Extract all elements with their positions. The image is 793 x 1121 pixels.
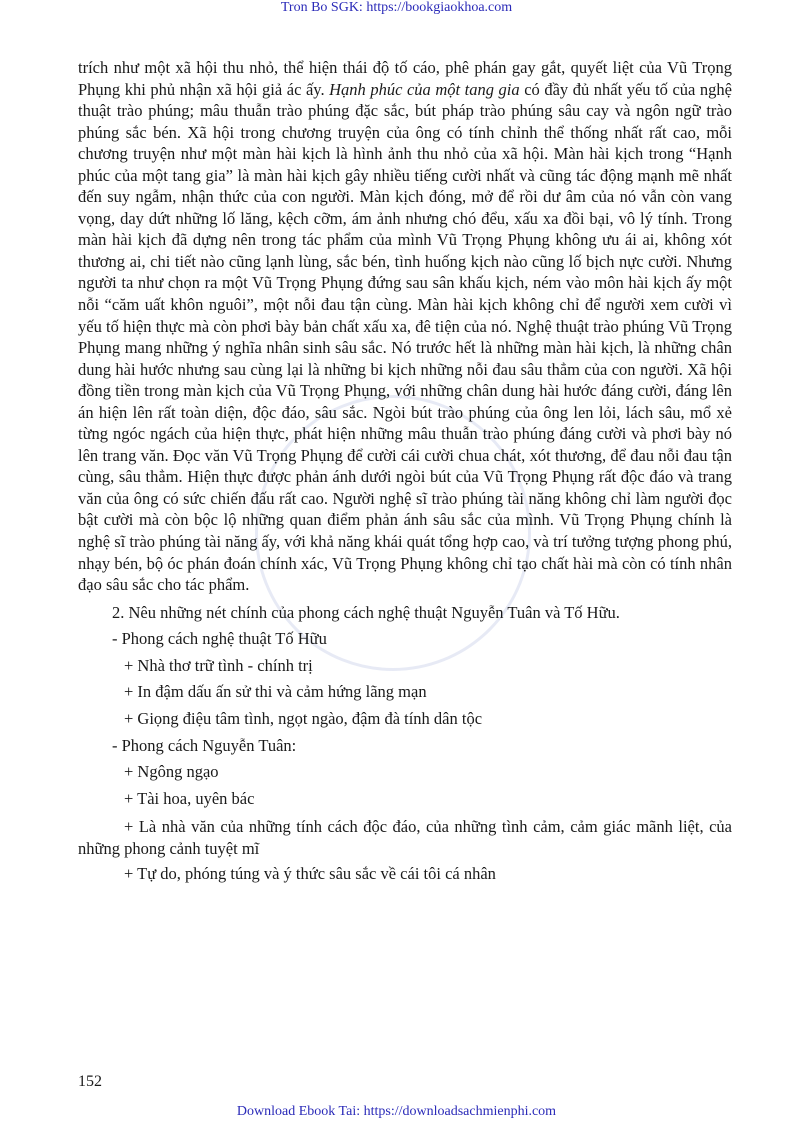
list-item: + Tự do, phóng túng và ý thức sâu sắc về cái tôi cá nhân (124, 864, 496, 884)
list-item-long: + Là nhà văn của những tính cách độc đáo, của những tình cảm, cảm giác mãnh liệt, của những phong cảnh tuyệt mĩ (78, 817, 732, 858)
page-number: 152 (78, 1073, 102, 1090)
list-item: + Giọng điệu tâm tình, ngọt ngào, đậm đà tính dân tộc (124, 709, 483, 729)
to-huu-heading: - Phong cách nghệ thuật Tố Hữu (112, 629, 327, 649)
list-item: + In đậm dấu ấn sử thi và cảm hứng lãng mạn (124, 682, 427, 702)
footer-download-link[interactable]: Download Ebook Tai: https://downloadsachmienphi.com (236, 1104, 557, 1119)
header-source-link[interactable]: Tron Bo SGK: https://bookgiaokhoa.com (280, 0, 513, 15)
nguyen-tuan-heading: - Phong cách Nguyễn Tuân: (112, 735, 297, 755)
list-item: + Tài hoa, uyên bác (124, 788, 255, 808)
work-title-italic: Hạnh phúc của một tang gia (329, 79, 520, 99)
list-item: + Nhà thơ trữ tình - chính trị (124, 655, 313, 675)
question-2: 2. Nêu những nét chính của phong cách nghệ thuật Nguyễn Tuân và Tố Hữu. (112, 602, 620, 622)
list-item: + Ngông ngạo (124, 762, 219, 782)
document-page (78, 57, 732, 888)
body-paragraph-1 (78, 57, 732, 596)
paragraph-text-a: trích như một xã hội thu nhỏ, thể hiện thái độ tố cáo, phê phán gay gắt, quyết liệt của Vũ Trọng Phụng khi phủ nhận xã hội giả ác ấy. (78, 58, 732, 99)
paragraph-text-b: có đầy đủ nhất yếu tố của nghệ thuật trào phúng; mâu thuẫn trào phúng đặc sắc, bút pháp trào phúng sâu cay và ngôn ngữ trào phúng sắc bén. Xã hội trong chương truyện của ông có tính chỉnh thể thống nhất rất cao, mỗi chương truyện như một màn hài kịch là hình ảnh thu nhỏ của xã hội. Màn hài kịch trong “Hạnh phúc của một tang gia” là màn hài kịch gây nhiều tiếng cười nhất và cũng tác động mạnh mẽ nhất đến suy ngẫm, nhận thức của con người. Màn kịch đóng, mở để rồi dư âm của nó vẫn còn vang vọng, day dứt những lố lăng, kệch cỡm, ám ảnh nhưng chó đểu, xấu xa đồi bại, vô lý tính. Trong màn hài kịch đã dựng nên trong tác phẩm của mình Vũ Trọng Phụng không ưu ái ai, không xót thương ai, chi tiết nào cũng lạnh lùng, sắc bén, tình huống kịch nào cũng lố bịch nực cười. Nhưng người ta như chọn ra một Vũ Trọng Phụng đứng sau sân khấu kịch, ném vào môn hài kịch ấy một nỗi “căm uất khôn nguôi”, một nỗi đau tận cùng. Màn hài kịch không chỉ để người xem cười vì yếu tố hiện thực mà còn phơi bày bản chất xấu xa, đê tiện của nó. Nghệ thuật trào phúng Vũ Trọng Phụng mang những ý nghĩa nhân sinh sâu sắc. Nó trước hết là những màn hài kịch, là những chân dung hài hước nhưng sau cùng lại là những bi kịch những nỗi đau sâu thẳm của con người. Xã hội đồng tiền trong màn kịch của Vũ Trọng Phụng, với những chân dung hài hước đáng cười, đáng lên án hiện lên rất toàn diện, độc đáo, sâu sắc. Ngòi bút trào phúng của ông len lỏi, lách sâu, mổ xẻ từng ngóc ngách của hiện thực, phát hiện những mâu thuẫn trào phúng đáng cười và phơi bày nó lên trang văn. Đọc văn Vũ Trọng Phụng để cười cái cười chua chát, xót thương, để đau nỗi đau tận cùng, sâu thẳm. Hiện thực được phản ánh dưới ngòi bút của Vũ Trọng Phụng rất độc đáo và trang văn của ông có sức chiến đấu rất cao. Người nghệ sĩ trào phúng tài năng không chỉ làm người đọc bật cười mà còn bộc lộ những quan điểm phản ánh sâu sắc của mình. Vũ Trọng Phụng chính là nghệ sĩ trào phúng tài năng ấy, với khả năng khái quát tổng hợp cao, và trí tưởng tượng phong phú, nhạy bén, bộ óc phán đoán chính xác, Vũ Trọng Phụng không chỉ tạo chất hài mà còn có tính nhân đạo sâu sắc cho tác phẩm. (78, 79, 732, 595)
